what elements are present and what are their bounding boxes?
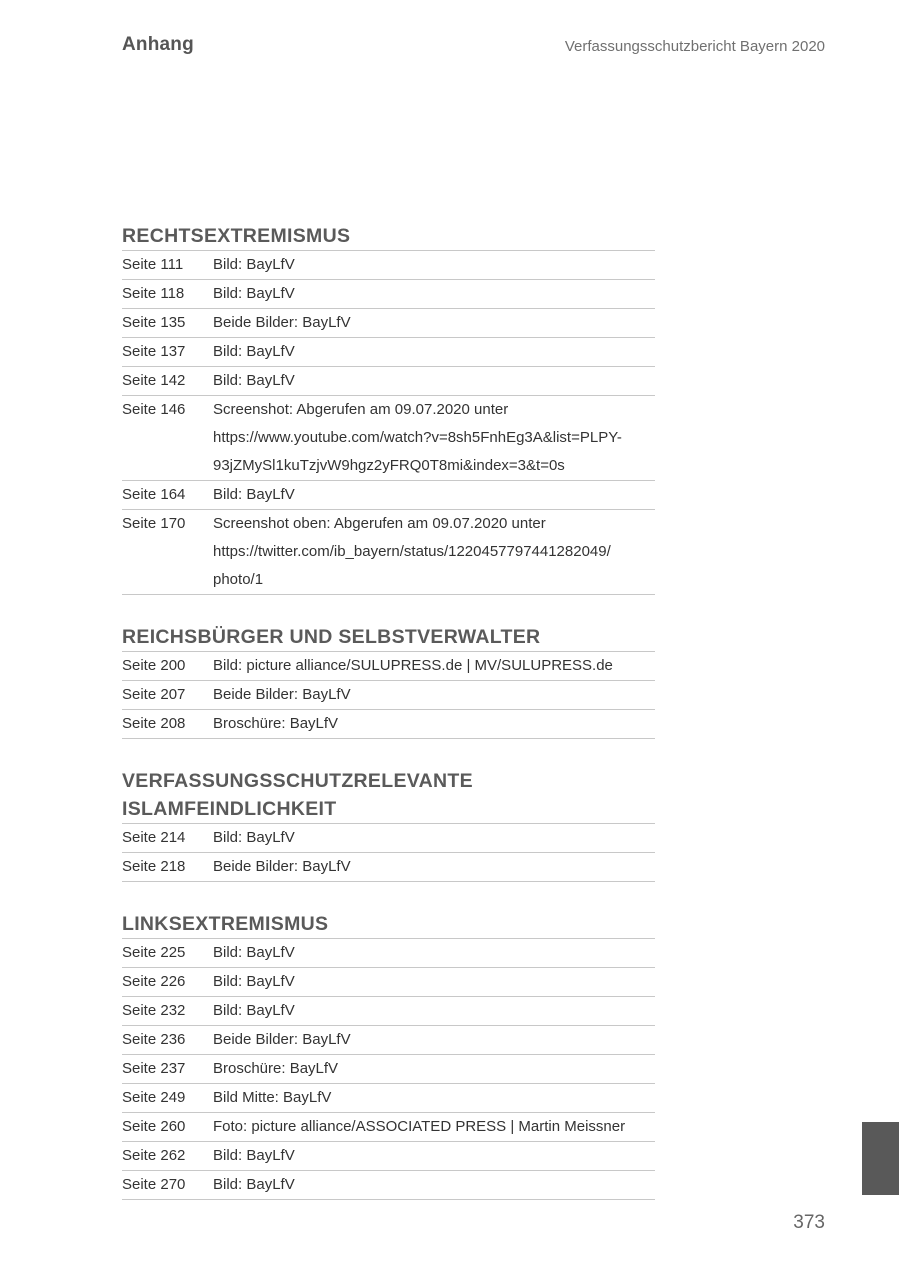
credit-row — [122, 1142, 655, 1171]
credit-row — [122, 1171, 655, 1200]
credit-row — [122, 1084, 655, 1113]
credit-source-line: Bild: BayLfV — [213, 944, 295, 961]
credit-row — [122, 681, 655, 710]
credit-source-line: Broschüre: BayLfV — [213, 1060, 339, 1077]
credit-page-reference: Seite 270 — [122, 1176, 186, 1193]
credit-source-line: Bild: BayLfV — [213, 973, 295, 990]
credit-source — [213, 968, 655, 996]
credit-page-reference: Seite 260 — [122, 1118, 186, 1135]
credit-page-reference: Seite 249 — [122, 1089, 186, 1106]
credit-source-line: Bild: BayLfV — [213, 1147, 295, 1164]
credit-source-line: Screenshot: Abgerufen am 09.07.2020 unter — [213, 401, 509, 418]
credit-page-reference: Seite 118 — [122, 285, 185, 302]
credit-row — [122, 280, 655, 309]
credit-page-reference: Seite 207 — [122, 686, 186, 703]
credit-source — [213, 280, 655, 308]
credit-source — [213, 367, 655, 395]
credit-source — [213, 1084, 655, 1112]
credit-source-line: photo/1 — [213, 571, 264, 588]
credit-source — [213, 396, 655, 480]
credit-page-reference: Seite 164 — [122, 486, 186, 503]
image-credits-list — [122, 222, 655, 1228]
section-title-line: LINKSEXTREMISMUS — [122, 913, 329, 935]
credit-source-line: Screenshot oben: Abgerufen am 09.07.2020 unter — [213, 515, 546, 532]
credits-section — [122, 767, 655, 882]
section-title — [122, 623, 655, 652]
credit-source-line: Bild Mitte: BayLfV — [213, 1089, 332, 1106]
credit-page-reference: Seite 218 — [122, 858, 186, 875]
credit-source-line: Bild: BayLfV — [213, 372, 295, 389]
credit-source — [213, 338, 655, 366]
credit-source-line: Beide Bilder: BayLfV — [213, 1031, 351, 1048]
section-title-line: RECHTSEXTREMISMUS — [122, 225, 351, 247]
section-title-line: ISLAMFEINDLICHKEIT — [122, 798, 337, 820]
credit-row — [122, 1026, 655, 1055]
header-section-label: Anhang — [122, 34, 194, 55]
credits-section — [122, 623, 655, 739]
header-publication-title: Verfassungsschutzbericht Bayern 2020 — [564, 38, 825, 55]
credit-source-line: Beide Bilder: BayLfV — [213, 314, 351, 331]
credit-page-reference: Seite 142 — [122, 372, 186, 389]
credit-source — [213, 1171, 655, 1199]
credit-source-line: Bild: BayLfV — [213, 256, 295, 273]
credit-row — [122, 309, 655, 338]
credit-source — [213, 510, 655, 594]
credit-source — [213, 251, 655, 279]
credit-row — [122, 968, 655, 997]
credit-row — [122, 997, 655, 1026]
credit-source — [213, 824, 655, 852]
section-title-line: REICHSBÜRGER UND SELBSTVERWALTER — [122, 626, 541, 648]
section-title — [122, 767, 655, 824]
credit-page-reference: Seite 237 — [122, 1060, 186, 1077]
credit-source-line: Broschüre: BayLfV — [213, 715, 339, 732]
credit-source — [213, 652, 655, 680]
credit-page-reference: Seite 200 — [122, 657, 186, 674]
credit-page-reference: Seite 236 — [122, 1031, 186, 1048]
credit-source-line: 93jZMySl1kuTzjvW9hgz2yFRQ0T8mi&index=3&t=0s — [213, 457, 565, 474]
credit-source — [213, 1055, 655, 1083]
credit-row — [122, 939, 655, 968]
credit-page-reference: Seite 208 — [122, 715, 186, 732]
credit-source — [213, 309, 655, 337]
credit-page-reference: Seite 226 — [122, 973, 186, 990]
credit-source-line: Bild: BayLfV — [213, 829, 295, 846]
credit-source-line: Beide Bilder: BayLfV — [213, 686, 351, 703]
credit-source — [213, 1113, 655, 1141]
credit-source-line: Bild: BayLfV — [213, 343, 295, 360]
credits-section — [122, 910, 655, 1200]
credit-row — [122, 481, 655, 510]
page-number: 373 — [793, 1212, 825, 1233]
credit-page-reference: Seite 214 — [122, 829, 186, 846]
credit-source-line: Bild: BayLfV — [213, 285, 295, 302]
credit-source-line: Bild: BayLfV — [213, 1002, 295, 1019]
credit-source — [213, 853, 655, 881]
section-title — [122, 222, 655, 251]
credit-page-reference: Seite 232 — [122, 1002, 186, 1019]
credit-source — [213, 710, 655, 738]
credits-section — [122, 222, 655, 595]
credit-source — [213, 1026, 655, 1054]
section-title-line: VERFASSUNGSSCHUTZRELEVANTE — [122, 770, 473, 792]
credit-row — [122, 710, 655, 739]
credit-row — [122, 1113, 655, 1142]
credit-page-reference: Seite 137 — [122, 343, 186, 360]
credit-row — [122, 824, 655, 853]
credit-row — [122, 367, 655, 396]
credit-source-line: Bild: picture alliance/SULUPRESS.de | MV/SULUPRESS.de — [213, 657, 613, 674]
credit-source — [213, 681, 655, 709]
credit-source — [213, 481, 655, 509]
credit-page-reference: Seite 170 — [122, 515, 186, 532]
credit-row — [122, 853, 655, 882]
credit-row — [122, 1055, 655, 1084]
credit-row — [122, 396, 655, 481]
credit-row — [122, 338, 655, 367]
credit-page-reference: Seite 135 — [122, 314, 186, 331]
credit-source — [213, 1142, 655, 1170]
credit-row — [122, 251, 655, 280]
credit-source-line: https://www.youtube.com/watch?v=8sh5FnhEg3A&list=PLPY- — [213, 429, 622, 446]
credit-page-reference: Seite 111 — [122, 256, 184, 273]
credit-source — [213, 997, 655, 1025]
credit-source-line: Foto: picture alliance/ASSOCIATED PRESS | Martin Meissner — [213, 1118, 626, 1135]
credit-page-reference: Seite 225 — [122, 944, 186, 961]
credit-page-reference: Seite 146 — [122, 401, 186, 418]
credit-row — [122, 510, 655, 595]
credit-source-line: Bild: BayLfV — [213, 486, 295, 503]
section-title — [122, 910, 655, 939]
credit-row — [122, 652, 655, 681]
credit-page-reference: Seite 262 — [122, 1147, 186, 1164]
credit-source-line: Bild: BayLfV — [213, 1176, 295, 1193]
credit-source-line: Beide Bilder: BayLfV — [213, 858, 351, 875]
credit-source-line: https://twitter.com/ib_bayern/status/1220457797441282049/ — [213, 543, 611, 560]
chapter-tab-marker — [862, 1122, 899, 1195]
credit-source — [213, 939, 655, 967]
